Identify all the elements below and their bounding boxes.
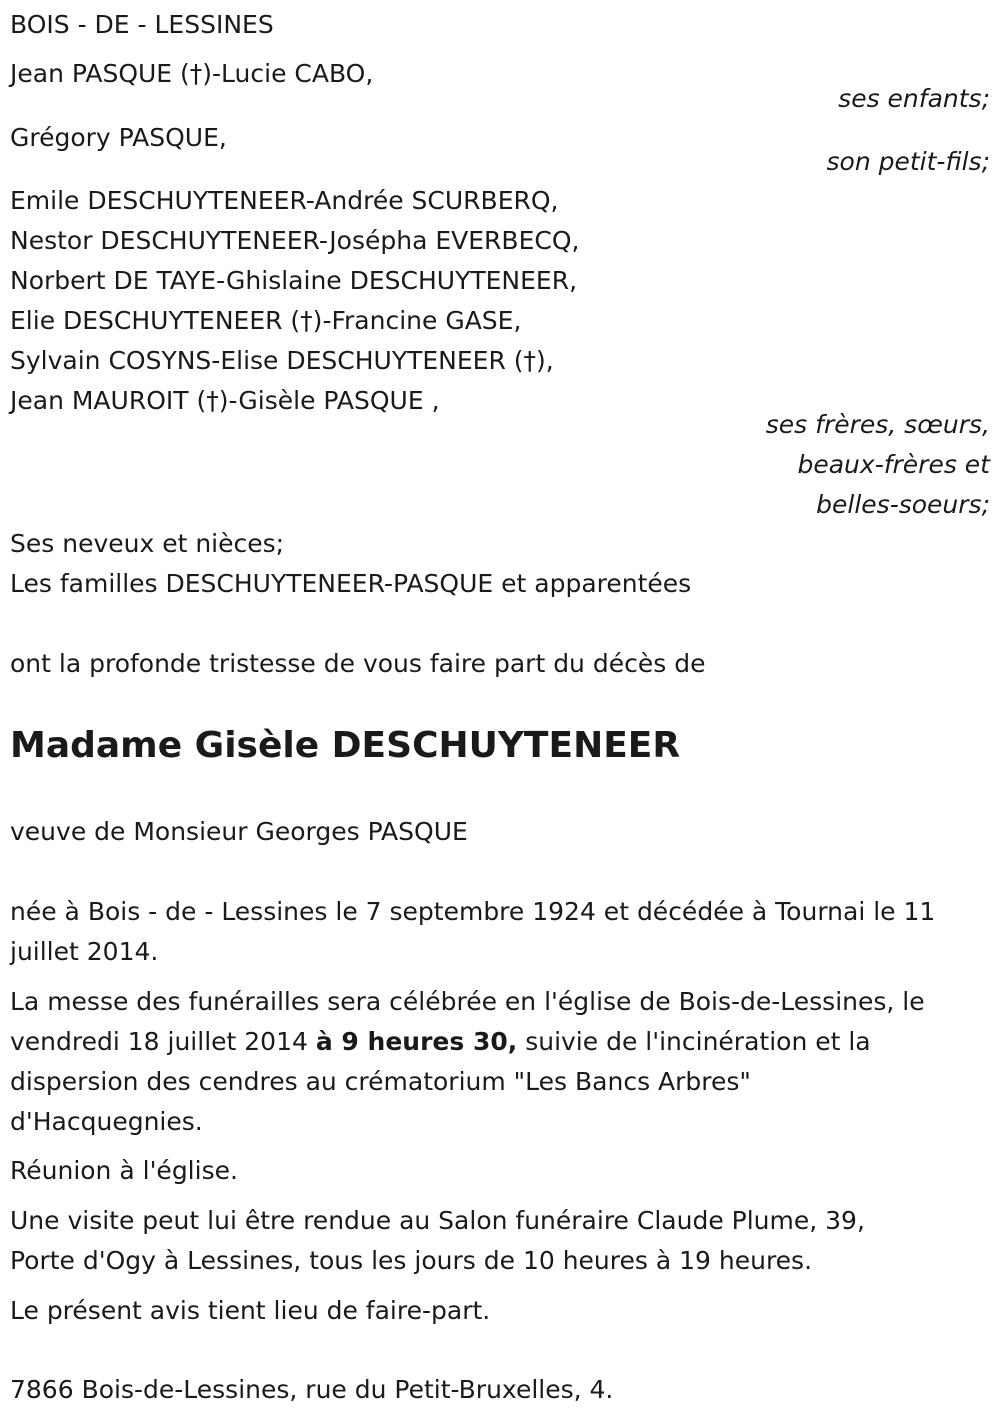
mass-line: dispersion des cendres au crématorium "Les Bancs Arbres" [10,1067,751,1096]
sibling-line: Elie DESCHUYTENEER (†)-Francine GASE, [10,306,522,335]
mass-time-text: à 9 heures 30, [315,1027,518,1056]
mass-line [10,1027,871,1057]
mass-line: d'Hacquegnies. [10,1107,203,1136]
sibling-line: Norbert DE TAYE-Ghislaine DESCHUYTENEER, [10,266,578,295]
children-role: ses enfants; [838,84,990,113]
location-header: BOIS - DE - LESSINES [10,10,274,39]
mass-line: La messe des funérailles sera célébrée en l'église de Bois-de-Lessines, le [10,987,925,1016]
birth-death-line: juillet 2014. [10,937,159,966]
mass-date-text: vendredi 18 juillet 2014 [10,1027,316,1056]
visit-line: Une visite peut lui être rendue au Salon funéraire Claude Plume, 39, [10,1206,865,1235]
siblings-role-line: beaux-frères et [797,450,990,479]
sibling-line: Emile DESCHUYTENEER-Andrée SCURBERQ, [10,186,559,215]
families-line: Les familles DESCHUYTENEER-PASQUE et apparentées [10,569,692,598]
mass-continuation-text: suivie de l'incinération et la [517,1027,871,1056]
reunion-line: Réunion à l'église. [10,1156,238,1185]
deceased-name: Madame Gisèle DESCHUYTENEER [10,725,681,766]
notice-line: Le présent avis tient lieu de faire-part. [10,1296,491,1325]
nephews-line: Ses neveux et nièces; [10,529,285,558]
grandson-line: Grégory PASQUE, [10,123,227,152]
birth-death-line: née à Bois - de - Lessines le 7 septembre 1924 et décédée à Tournai le 11 [10,897,936,926]
sibling-line: Jean MAUROIT (†)-Gisèle PASQUE , [10,386,440,415]
children-line: Jean PASQUE (†)-Lucie CABO, [10,59,374,88]
siblings-role-line: ses frères, sœurs, [765,410,990,439]
announcement-line: ont la profonde tristesse de vous faire part du décès de [10,649,706,678]
address-line: 7866 Bois-de-Lessines, rue du Petit-Bruxelles, 4. [10,1375,614,1404]
sibling-line: Sylvain COSYNS-Elise DESCHUYTENEER (†), [10,346,554,375]
visit-line: Porte d'Ogy à Lessines, tous les jours de 10 heures à 19 heures. [10,1246,813,1275]
siblings-role-line: belles-soeurs; [816,490,990,519]
widow-line: veuve de Monsieur Georges PASQUE [10,817,468,846]
grandson-role: son petit-fils; [826,147,990,176]
sibling-line: Nestor DESCHUYTENEER-Joséphа EVERBECQ, [10,226,580,255]
